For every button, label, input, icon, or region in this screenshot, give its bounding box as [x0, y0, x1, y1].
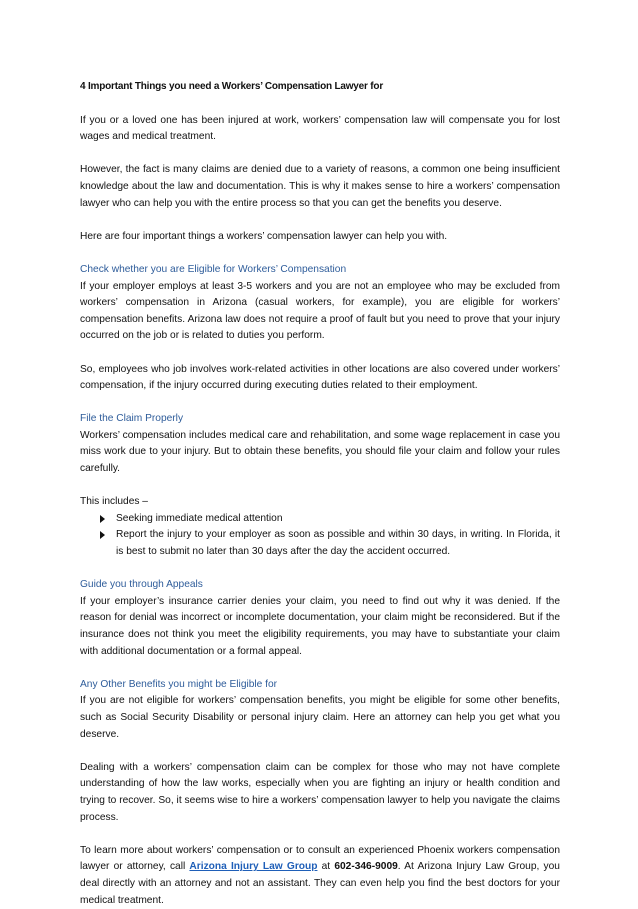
closing-text-after: . At Arizona Injury Law Group, you deal directly with an attorney and not an assistant. They can even help you find the best doctors for your medical treatment. — [80, 861, 560, 906]
section-heading-eligibility: Check whether you are Eligible for Workers’ Compensation — [80, 263, 347, 275]
closing-text-before-link: To learn more about workers’ compensation or to consult an experienced Phoenix workers compensation lawyer or attorney, call — [80, 844, 560, 873]
section-body-eligibility: If your employer employs at least 3-5 workers and you are not an employee who may be excluded from workers’ compensation in Arizona (casual workers, for example), you are eligible for workers’ compensation benefits. Arizona law does not require a proof of fault but you need to prove that your injury occurred on the job or is related to duties you perform. — [80, 280, 560, 342]
list-item-text: Report the injury to your employer as soon as possible and within 30 days, in writing. In Florida, it is best to submit no later than 30 days after the day the accident occurred. — [116, 529, 560, 558]
triangle-bullet-icon — [100, 531, 105, 539]
triangle-bullet-icon — [100, 515, 105, 523]
section-body-file-claim: Workers’ compensation includes medical care and rehabilitation, and some wage replacement in case you miss work due to your injury. But to obtain these benefits, you should file your claim and follow your rules carefully. — [80, 429, 560, 475]
bullet-list — [80, 511, 560, 561]
phone-number: 602-346-9009 — [334, 861, 398, 873]
intro-paragraph-2: However, the fact is many claims are denied due to a variety of reasons, a common one being insufficient knowledge about the law and documentation. This is why it makes sense to hire a workers’ compensation lawyer who can help you with the entire process so that you can get the benefits you deserve. — [80, 164, 560, 209]
document-title: 4 Important Things you need a Workers’ Compensation Lawyer for — [80, 81, 384, 92]
section-heading-file-claim: File the Claim Properly — [80, 413, 184, 425]
section-body-other-benefits: If you are not eligible for workers’ compensation benefits, you might be eligible for some other benefits, such as Social Security Disability or personal injury claim. Here an attorney can help you get what you deserve. — [80, 695, 560, 740]
intro-paragraph-3: Here are four important things a workers’ compensation lawyer can help you with. — [80, 230, 448, 242]
section-extra-eligibility: So, employees who job involves work-related activities in other locations are also covered under workers’ compensation, if the injury occurred during executing duties related to their employment. — [80, 363, 560, 392]
closing-paragraph-1: Dealing with a workers’ compensation claim can be complex for those who may not have complete understanding of how the law works, especially when you are fighting an injury or health condition and trying to recover. So, it seems wise to hire a workers’ compensation lawyer to help you navigate the claims process. — [80, 761, 560, 823]
closing-paragraph-2 — [80, 843, 560, 909]
list-item — [100, 511, 560, 528]
list-item — [100, 527, 560, 560]
list-intro: This includes – — [80, 496, 148, 508]
section-body-appeals: If your employer’s insurance carrier denies your claim, you need to find out why it was denied. If the reason for denial was incorrect or incomplete documentation, your claim might be reconsidered. But if the insurance does not think you meet the eligibility requirements, you may have to substantiate your claim with additional documentation or a formal appeal. — [80, 595, 560, 657]
list-item-text: Seeking immediate medical attention — [116, 512, 283, 524]
section-heading-other-benefits: Any Other Benefits you might be Eligible for — [80, 678, 278, 690]
closing-text-between: at — [317, 861, 335, 873]
law-group-link[interactable]: Arizona Injury Law Group — [189, 861, 318, 873]
section-heading-appeals: Guide you through Appeals — [80, 579, 203, 591]
intro-paragraph-1: If you or a loved one has been injured at work, workers’ compensation law will compensate you for lost wages and medical treatment. — [80, 114, 560, 143]
